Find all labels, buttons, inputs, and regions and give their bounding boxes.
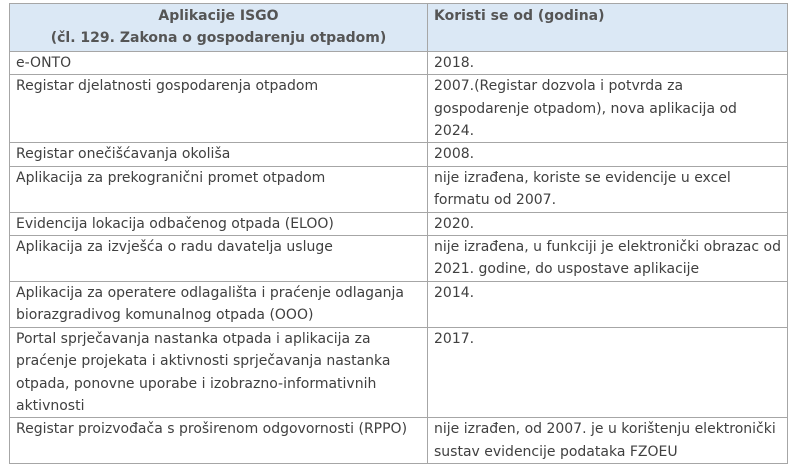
cell-application: Registar djelatnosti gospodarenja otpadom [10, 75, 428, 143]
table-row [10, 166, 788, 212]
isgo-table-container [9, 3, 787, 464]
cell-application: e-ONTO [10, 51, 428, 74]
table-row [10, 236, 788, 282]
header-applications [10, 4, 428, 52]
cell-used-since: 2017. [428, 327, 788, 418]
cell-used-since: 2007.(Registar dozvola i potvrda za gospodarenje otpadom), nova aplikacija od 2024. [428, 75, 788, 143]
cell-application: Portal sprječavanja nastanka otpada i aplikacija za praćenje projekata i aktivnosti sprječavanja nastanka otpada, ponovne uporabe i izobrazno-informativnih aktivnosti [10, 327, 428, 418]
cell-application: Registar proizvođača s proširenom odgovornosti (RPPO) [10, 418, 428, 464]
header-used-since: Koristi se od (godina) [428, 4, 788, 52]
cell-used-since: nije izrađena, u funkciji je elektronički obrazac od 2021. godine, do uspostave aplikacije [428, 236, 788, 282]
table-row [10, 327, 788, 418]
cell-application: Evidencija lokacija odbačenog otpada (ELOO) [10, 212, 428, 235]
table-row [10, 143, 788, 166]
table-row [10, 75, 788, 143]
cell-used-since: 2014. [428, 281, 788, 327]
cell-used-since: 2008. [428, 143, 788, 166]
cell-used-since: 2018. [428, 51, 788, 74]
table-row [10, 418, 788, 464]
cell-application: Aplikacija za operatere odlagališta i praćenje odlaganja biorazgradivog komunalnog otpada (OOO) [10, 281, 428, 327]
cell-used-since: 2020. [428, 212, 788, 235]
table-row [10, 281, 788, 327]
table-header [10, 4, 788, 52]
isgo-applications-table [9, 3, 788, 464]
cell-application: Aplikacija za prekogranični promet otpadom [10, 166, 428, 212]
table-body [10, 51, 788, 463]
cell-application: Registar onečišćavanja okoliša [10, 143, 428, 166]
header-applications-law-reference: (čl. 129. Zakona o gospodarenju otpadom) [50, 30, 387, 47]
table-row [10, 212, 788, 235]
cell-application: Aplikacija za izvješća o radu davatelja usluge [10, 236, 428, 282]
header-applications-title: Aplikacije ISGO [158, 8, 279, 24]
cell-used-since: nije izrađen, od 2007. je u korištenju elektronički sustav evidencije podataka FZOEU [428, 418, 788, 464]
cell-used-since: nije izrađena, koriste se evidencije u excel formatu od 2007. [428, 166, 788, 212]
table-row [10, 51, 788, 74]
header-row [10, 4, 788, 52]
